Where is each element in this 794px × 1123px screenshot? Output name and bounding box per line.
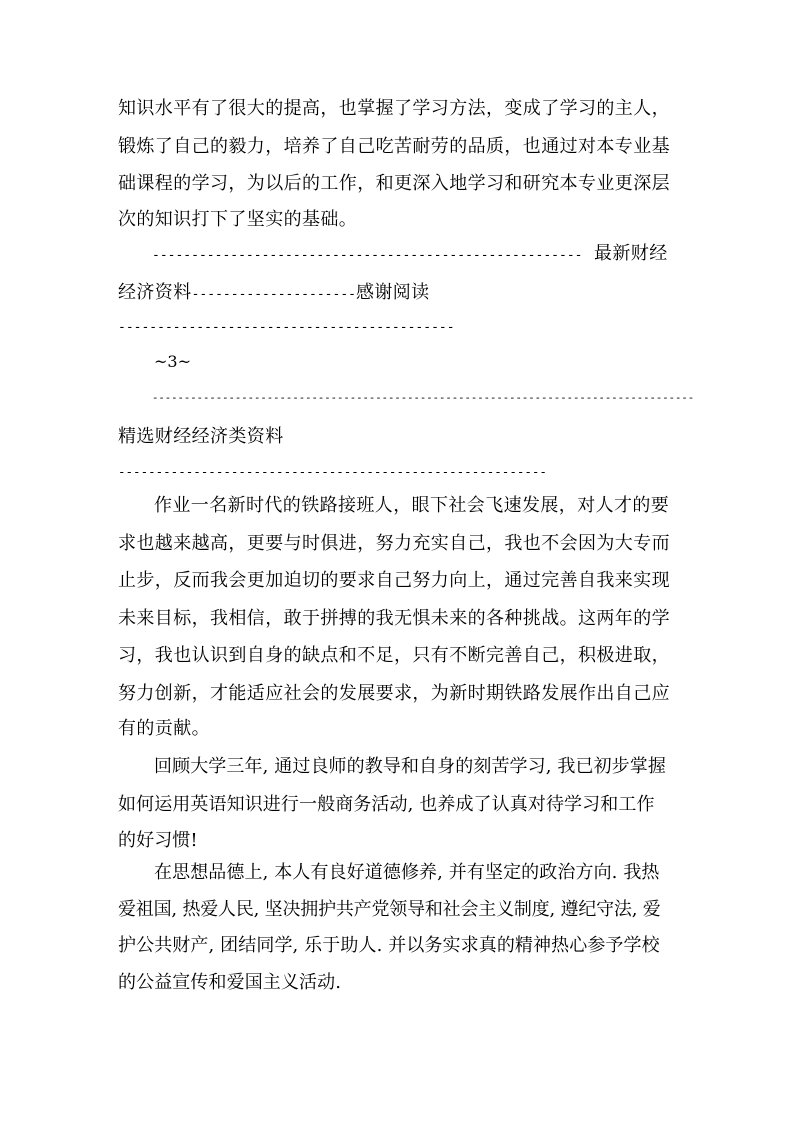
paragraph-line: 习，我也认识到自身的缺点和不足，只有不断完善自己，积极进取，	[118, 645, 670, 666]
paragraph-line: 回顾大学三年, 通过良师的教导和自身的刻苦学习, 我已初步掌握	[154, 756, 666, 777]
footer-separator-row	[118, 314, 455, 340]
paragraph-line: 止步，反而我会更加迫切的要求自己努力向上，通过完善自我来实现	[118, 570, 670, 591]
paragraph-line: 如何运用英语知识进行一般商务活动, 也养成了认真对待学习和工作	[118, 794, 655, 815]
paragraph-line: 在思想品德上, 本人有良好道德修养, 并有坚定的政治方向. 我热	[154, 862, 660, 883]
header-separator-row	[118, 459, 547, 484]
dash-separator: -------------------------------------------------------------------------------------	[152, 392, 695, 404]
paragraph-line: 求也越来越高，更要与时俱进，努力充实自己，我也不会因为大专而	[118, 533, 670, 554]
paragraph-line: 有的贡献。	[118, 718, 210, 739]
paragraph-line: 未来目标，我相信，敢于拼搏的我无惧未来的各种挑战。这两年的学	[118, 608, 670, 629]
paragraph-line: 爱祖国, 热爱人民, 坚决拥护共产党领导和社会主义制度, 遵纪守法, 爱	[118, 899, 661, 920]
header-label: 精选财经经济类资料	[118, 426, 284, 447]
dash-separator: -------------------------------------------------------	[152, 248, 583, 263]
paragraph-line: 作业一名新时代的铁路接班人，眼下社会飞速发展，对人才的要	[154, 495, 670, 516]
paragraph-line: 次的知识打下了坚实的基础。	[118, 209, 358, 230]
footer-label: 经济资料	[118, 282, 192, 303]
paragraph-line: 的公益宣传和爱国主义活动.	[118, 972, 342, 993]
dash-separator: -------------------------------------------	[118, 320, 455, 335]
dash-separator: ---------------------	[191, 287, 356, 302]
paragraph-line: 的好习惯!	[118, 830, 198, 851]
dash-separator: ---------------------------------------------------------	[118, 464, 547, 479]
paragraph-line: 努力创新，才能适应社会的发展要求，为新时期铁路发展作出自己应	[118, 683, 670, 704]
footer-label: 最新财经	[594, 243, 668, 264]
paragraph-line: 护公共财产, 团结同学, 乐于助人. 并以务实求真的精神热心参予学校	[118, 935, 660, 956]
footer-separator-row	[152, 242, 582, 268]
header-separator-row	[152, 384, 694, 410]
paragraph-line: 础课程的学习，为以后的工作，和更深入地学习和研究本专业更深层	[118, 173, 670, 194]
paragraph-line: 锻炼了自己的毅力，培养了自己吃苦耐劳的品质，也通过对本专业基	[118, 136, 670, 157]
footer-label: 感谢阅读	[355, 282, 430, 303]
footer-label-row	[118, 281, 430, 307]
page-number: ~3~	[154, 352, 191, 371]
paragraph-line: 知识水平有了很大的提高，也掌握了学习方法，变成了学习的主人，	[118, 98, 670, 119]
